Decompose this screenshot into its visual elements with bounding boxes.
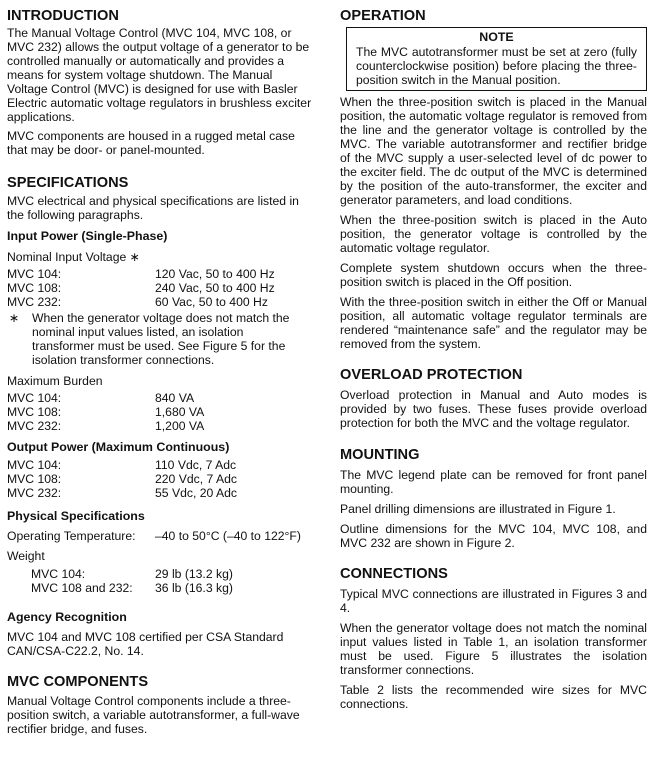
spec-model: MVC 108: <box>7 405 62 419</box>
operating-temperature-row <box>7 529 314 543</box>
overload-protection-heading: OVERLOAD PROTECTION <box>340 367 523 383</box>
spec-model: MVC 104: <box>31 567 86 581</box>
output-power-heading: Output Power (Maximum Continuous) <box>7 440 230 454</box>
operation-paragraph-4: With the three-position switch in either the Off or Manual position, all automatic voltage regulator terminals are rendered “maintenance safe” and the regulator may be removed from the system. <box>340 295 647 351</box>
specifications-heading: SPECIFICATIONS <box>7 175 129 191</box>
spec-value: 36 lb (16.3 kg) <box>155 581 233 595</box>
spec-value: 110 Vdc, 7 Adc <box>155 458 237 472</box>
spec-model: MVC 108: <box>7 281 62 295</box>
footnote <box>7 311 314 367</box>
introduction-paragraph: The Manual Voltage Control (MVC 104, MVC 108, or MVC 232) allows the output voltage of a generator to be controlled manually or automatically and provides a means for system voltage shutdown. The Manual Voltage Control (MVC) is designed for use with Basler Electric automatic voltage regulators in brushless exciter applications. <box>7 26 312 124</box>
mounting-paragraph: The MVC legend plate can be removed for front panel mounting. <box>340 468 647 496</box>
agency-recognition-heading: Agency Recognition <box>7 610 127 624</box>
introduction-paragraph-2: MVC components are housed in a rugged metal case that may be door- or panel-mounted. <box>7 129 295 157</box>
spec-model: MVC 232: <box>7 486 62 500</box>
operation-paragraph-2: When the three-position switch is placed in the Auto position, the generator voltage is controlled by the automatic voltage regulator. <box>340 213 647 255</box>
spec-value: 29 lb (13.2 kg) <box>155 567 233 581</box>
spec-model: MVC 108: <box>7 472 62 486</box>
input-power-heading: Input Power (Single-Phase) <box>7 229 168 243</box>
spec-model: MVC 104: <box>7 267 62 281</box>
spec-value: 1,200 VA <box>155 419 205 433</box>
operating-temperature-label: Operating Temperature: <box>7 529 136 543</box>
agency-recognition-text: MVC 104 and MVC 108 certified per CSA Standard CAN/CSA-C22.2, No. 14. <box>7 630 284 658</box>
spec-row <box>7 581 314 595</box>
connections-heading: CONNECTIONS <box>340 566 448 582</box>
spec-row <box>7 458 314 472</box>
nominal-input-voltage-label: Nominal Input Voltage ∗ <box>7 250 140 264</box>
physical-specifications-heading: Physical Specifications <box>7 509 145 523</box>
spec-value: 240 Vac, 50 to 400 Hz <box>155 281 275 295</box>
specifications-intro: MVC electrical and physical specifications are listed in the following paragraphs. <box>7 194 299 222</box>
spec-model: MVC 104: <box>7 391 62 405</box>
spec-model: MVC 232: <box>7 295 62 309</box>
operation-paragraph: When the three-position switch is placed in the Manual position, the automatic voltage regulator is removed from the line and the generator voltage is controlled by the MVC. The variable autotransformer and rectifier bridge of the MVC supply a user-selected level of dc power to the exciter field. The dc output of the MVC is determined by the position of the auto-transformer, the exciter and generator parameters, and load conditions. <box>340 95 647 207</box>
operation-paragraph-3: Complete system shutdown occurs when the three-position switch is placed in the Off position. <box>340 261 647 289</box>
spec-row <box>7 405 314 419</box>
spec-value: 60 Vac, 50 to 400 Hz <box>155 295 268 309</box>
spec-row <box>7 472 314 486</box>
spec-value: 220 Vdc, 7 Adc <box>155 472 237 486</box>
mvc-components-heading: MVC COMPONENTS <box>7 674 149 690</box>
maximum-burden-label: Maximum Burden <box>7 374 103 388</box>
weight-label: Weight <box>7 549 45 563</box>
spec-row <box>7 567 314 581</box>
spec-row <box>7 281 314 295</box>
operation-heading: OPERATION <box>340 8 426 24</box>
spec-row <box>7 295 314 309</box>
connections-paragraph-3: Table 2 lists the recommended wire sizes for MVC connections. <box>340 683 647 711</box>
note-title: NOTE <box>479 30 514 44</box>
spec-model: MVC 232: <box>7 419 62 433</box>
right-column <box>340 0 647 711</box>
connections-paragraph-2: When the generator voltage does not match the nominal input values listed in Table 1, an isolation transformer must be used. Figure 5 illustrates the isolation transformer connections. <box>340 621 647 677</box>
introduction-heading: INTRODUCTION <box>7 8 119 24</box>
mounting-paragraph-2: Panel drilling dimensions are illustrated in Figure 1. <box>340 502 616 516</box>
spec-value: 120 Vac, 50 to 400 Hz <box>155 267 275 281</box>
spec-row <box>7 391 314 405</box>
spec-value: 840 VA <box>155 391 195 405</box>
mounting-paragraph-3: Outline dimensions for the MVC 104, MVC 108, and MVC 232 are shown in Figure 2. <box>340 522 647 550</box>
footnote-text: When the generator voltage does not match the nominal input values listed, an isolation transformer must be used. See Figure 5 for the isolation transformer connections. <box>32 311 290 367</box>
note-text: The MVC autotransformer must be set at zero (fully counterclockwise position) before placing the three-position switch in the Manual position. <box>356 45 637 87</box>
spec-model: MVC 104: <box>7 458 62 472</box>
mvc-components-text: Manual Voltage Control components include a three-position switch, a variable autotransformer, a full-wave rectifier bridge, and fuses. <box>7 694 300 736</box>
left-column <box>7 0 314 736</box>
overload-protection-text: Overload protection in Manual and Auto modes is provided by two fuses. These fuses provide overload protection for both the MVC and the voltage regulator. <box>340 388 647 430</box>
spec-row <box>7 419 314 433</box>
spec-row <box>7 267 314 281</box>
operating-temperature-value: –40 to 50°C (–40 to 122°F) <box>155 529 301 543</box>
mounting-heading: MOUNTING <box>340 447 420 463</box>
note-box <box>346 27 647 91</box>
spec-value: 55 Vdc, 20 Adc <box>155 486 237 500</box>
footnote-mark: ∗ <box>9 311 20 325</box>
spec-value: 1,680 VA <box>155 405 205 419</box>
connections-paragraph: Typical MVC connections are illustrated in Figures 3 and 4. <box>340 587 647 615</box>
spec-row <box>7 486 314 500</box>
spec-model: MVC 108 and 232: <box>31 581 133 595</box>
